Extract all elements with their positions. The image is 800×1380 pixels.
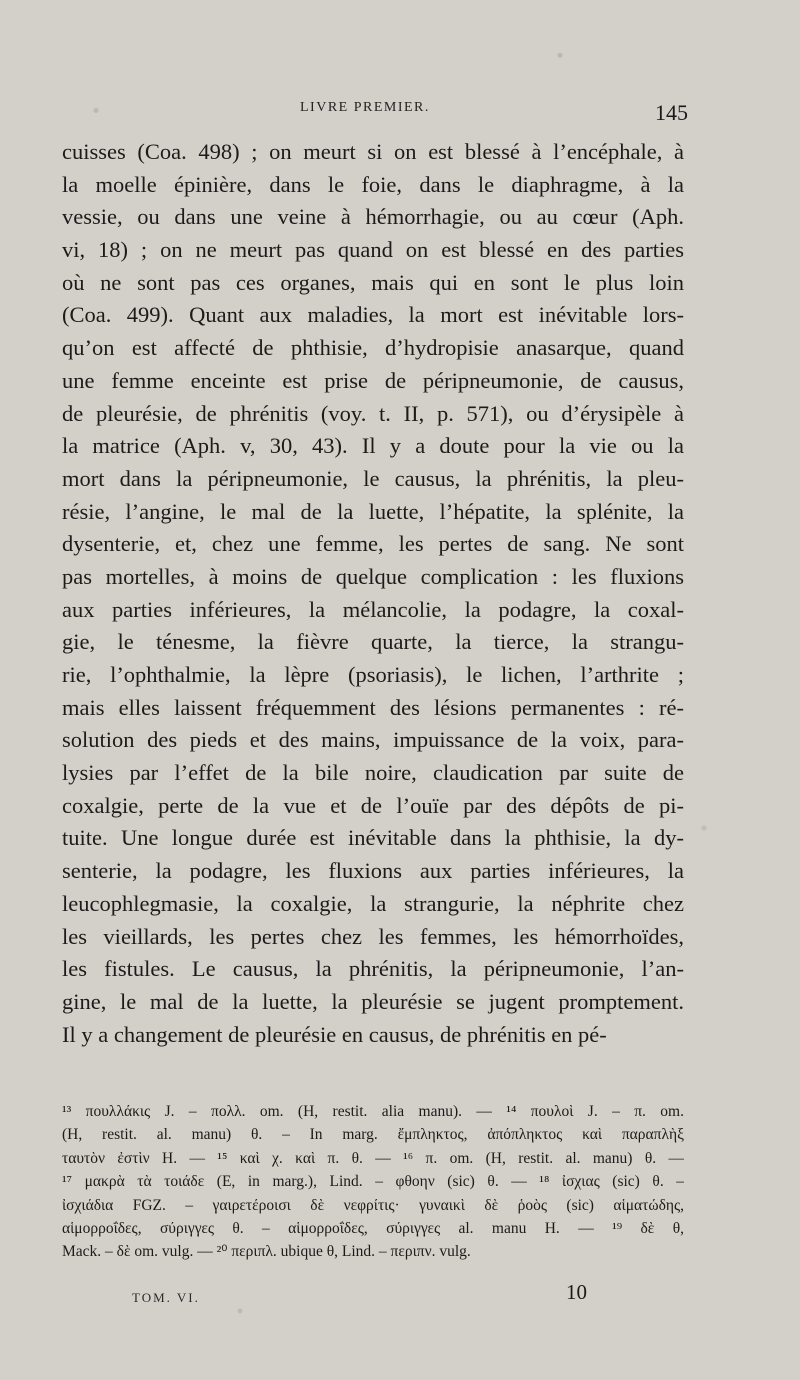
- text-line: lysies par l’effet de la bile noire, claudication par suite de: [62, 760, 684, 786]
- text-line: les fistules. Le causus, la phrénitis, la péripneumonie, l’an-: [62, 956, 684, 982]
- footnote-line: ἰσχιάδια FGZ. – γαιρετέροισι δὲ νεφρίτις· γυναικὶ δὲ ῥοὸς (sic) αἱματώδης,: [62, 1196, 684, 1214]
- footnote-line: ταυτὸν ἐστὶν H. — ¹⁵ καὶ χ. καὶ π. θ. — ¹⁶ π. om. (H, restit. al. manu) θ. —: [62, 1149, 684, 1167]
- signature-number: 10: [566, 1280, 587, 1304]
- text-line: mort dans la péripneumonie, le causus, la phrénitis, la pleu-: [62, 465, 684, 491]
- body-text: [62, 136, 684, 1051]
- text-line: gie, le ténesme, la fièvre quarte, la tierce, la strangu-: [62, 629, 684, 655]
- volume-signature: TOM. VI.: [132, 1290, 200, 1305]
- text-line: qu’on est affecté de phthisie, d’hydropisie anasarque, quand: [62, 335, 684, 361]
- text-line: solution des pieds et des mains, impuissance de la voix, para-: [62, 727, 684, 753]
- text-line: de pleurésie, de phrénitis (voy. t. II, p. 571), ou d’érysipèle à: [62, 400, 684, 426]
- text-line: pas mortelles, à moins de quelque complication : les fluxions: [62, 563, 684, 589]
- text-line: les vieillards, les pertes chez les femmes, les hémorrhoïdes,: [62, 923, 684, 949]
- footnote-line: ¹⁷ μακρὰ τὰ τοιάδε (E, in marg.), Lind. – φθοην (sic) θ. — ¹⁸ ἰσχιας (sic) θ. –: [62, 1173, 684, 1191]
- text-line: rie, l’ophthalmie, la lèpre (psoriasis), le lichen, l’arthrite ;: [62, 662, 684, 687]
- text-line: cuisses (Coa. 498) ; on meurt si on est blessé à l’encéphale, à: [62, 139, 684, 164]
- text-line: une femme enceinte est prise de péripneumonie, de causus,: [62, 367, 684, 393]
- text-line: la moelle épinière, dans le foie, dans le diaphragme, à la: [62, 171, 684, 197]
- text-line: la matrice (Aph. v, 30, 43). Il y a doute pour la vie ou la: [62, 433, 684, 459]
- text-line: vessie, ou dans une veine à hémorrhagie, ou au cœur (Aph.: [62, 204, 684, 230]
- text-line: résie, l’angine, le mal de la luette, l’hépatite, la splénite, la: [62, 498, 684, 524]
- footnote-line: ¹³ πουλλάκις J. – πολλ. om. (H, restit. alia manu). — ¹⁴ πουλοὶ J. – π. om.: [62, 1103, 684, 1120]
- text-line: aux parties inférieures, la mélancolie, la podagre, la coxal-: [62, 596, 684, 622]
- text-line: leucophlegmasie, la coxalgie, la strangurie, la néphrite chez: [62, 890, 684, 916]
- text-line: gine, le mal de la luette, la pleurésie se jugent promptement.: [62, 988, 684, 1014]
- text-line: mais elles laissent fréquemment des lésions permanentes : ré-: [62, 694, 684, 720]
- text-line: senterie, la podagre, les fluxions aux parties inférieures, la: [62, 858, 684, 884]
- text-line: (Coa. 499). Quant aux maladies, la mort est inévitable lors-: [62, 302, 684, 328]
- text-line: Il y a changement de pleurésie en causus, de phrénitis en pé-: [62, 1021, 607, 1047]
- text-line: coxalgie, perte de la vue et de l’ouïe par des dépôts de pi-: [62, 792, 684, 818]
- text-line: où ne sont pas ces organes, mais qui en sont le plus loin: [62, 269, 684, 295]
- footnote-line: αἱμορροΐδες, σύριγγες θ. – αἱμορροΐδες, σύριγγες al. manu H. — ¹⁹ δὲ θ,: [62, 1219, 684, 1237]
- text-line: tuite. Une longue durée est inévitable dans la phthisie, la dy-: [62, 825, 684, 851]
- text-line: dysenterie, et, chez une femme, les pertes de sang. Ne sont: [62, 531, 684, 557]
- footnote-line: Mack. – δὲ om. vulg. — ²⁰ περιπλ. ubique θ, Lind. – περιπν. vulg.: [62, 1243, 471, 1261]
- running-head: LIVRE PREMIER.: [300, 100, 430, 115]
- text-line: vi, 18) ; on ne meurt pas quand on est blessé en des parties: [62, 237, 684, 263]
- page-number: 145: [655, 100, 688, 125]
- footnote-line: (H, restit. al. manu) θ. – In marg. ἔμπληκτος, ἀπόπληκτος καὶ παραπλὴξ: [62, 1126, 684, 1144]
- footnotes: [62, 1100, 684, 1264]
